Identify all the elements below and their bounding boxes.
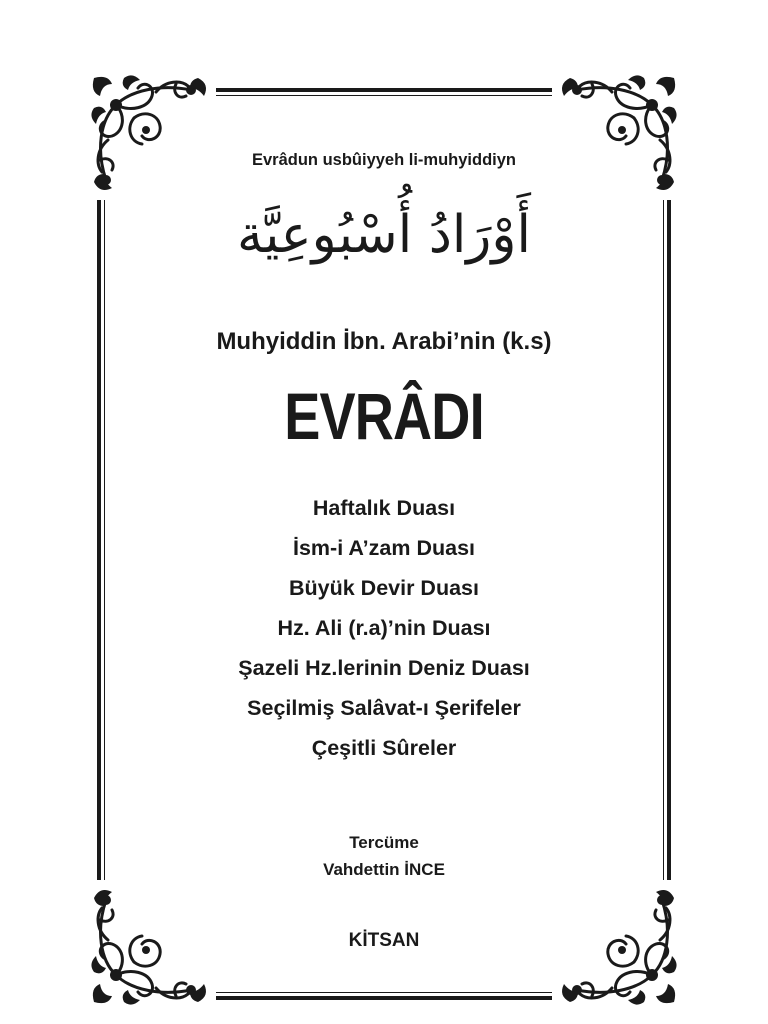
floral-ornament-icon-top-left: [86, 70, 216, 200]
translator-name: Vahdettin İNCE: [323, 860, 445, 879]
contents-item: İsm-i A’zam Duası: [292, 536, 475, 560]
arabic-calligraphy-title: أَوْرَادُ أُسْبُوعِيَّة: [237, 205, 531, 265]
publisher-name: KİTSAN: [348, 930, 420, 951]
contents-item: Seçilmiş Salâvat-ı Şerifeler: [247, 696, 521, 720]
contents-item: Hz. Ali (r.a)’nin Duası: [277, 616, 491, 640]
main-title: EVRÂDI: [284, 379, 484, 453]
floral-ornament-icon-top-right: [552, 70, 682, 200]
contents-item: Şazeli Hz.lerinin Deniz Duası: [238, 656, 530, 680]
contents-item: Çeşitli Sûreler: [311, 736, 457, 760]
contents-list: [0, 488, 768, 768]
translation-label: Tercüme: [349, 833, 419, 852]
transliterated-title: Evrâdun usbûiyyeh li-muhyiddiyn: [251, 151, 517, 169]
contents-item: Haftalık Duası: [312, 496, 456, 520]
contents-item: Büyük Devir Duası: [289, 576, 479, 600]
author-line: Muhyiddin İbn. Arabi’nin (k.s): [216, 328, 552, 355]
